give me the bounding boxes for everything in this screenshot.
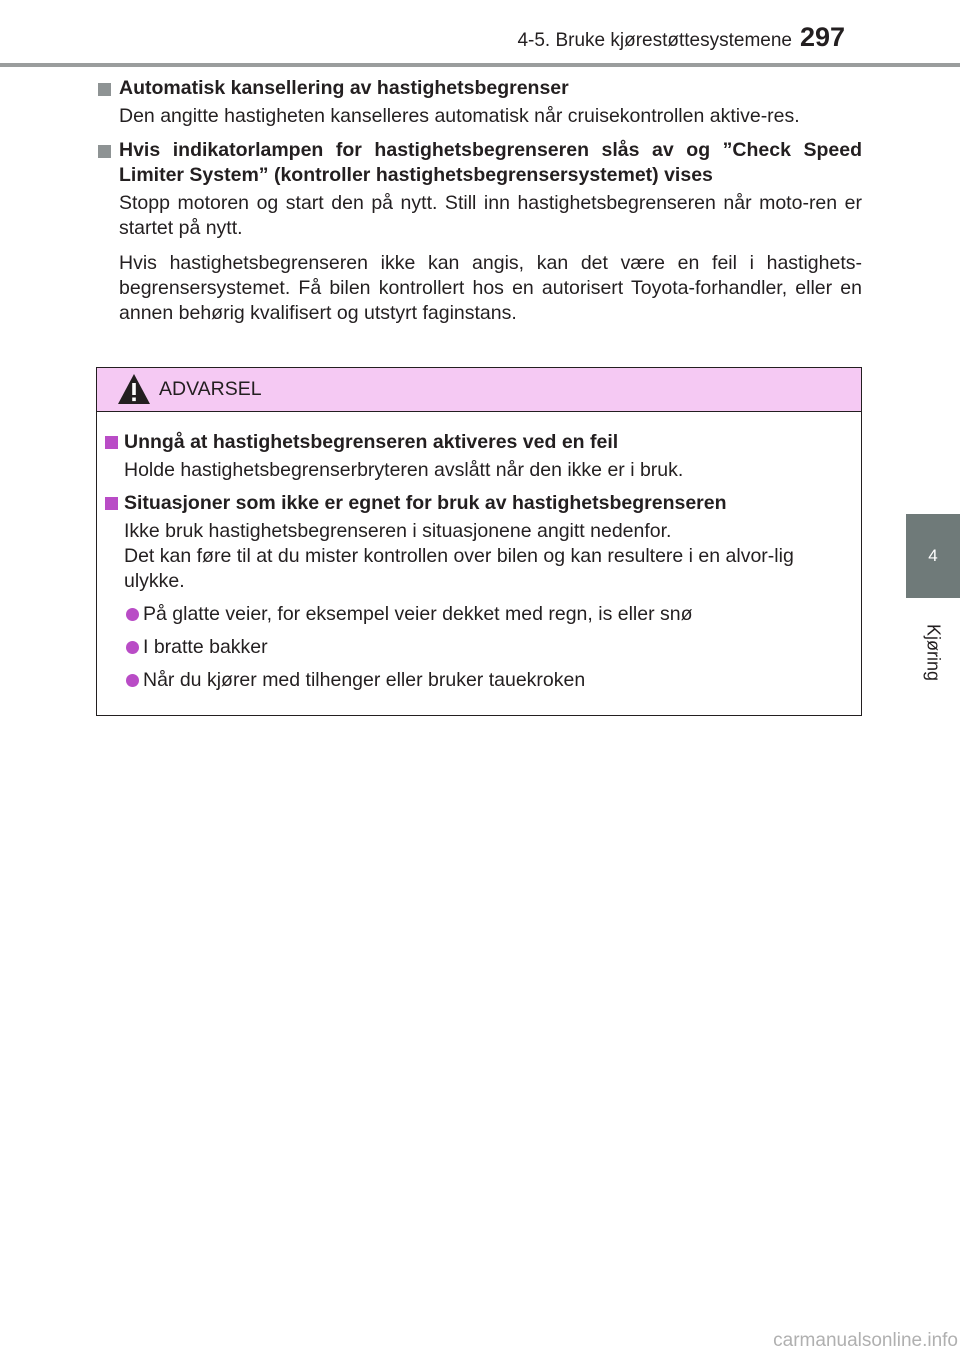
watermark: carmanualsonline.info xyxy=(773,1330,958,1351)
warning-title: ADVARSEL xyxy=(159,378,262,400)
warning-item-heading xyxy=(103,491,853,516)
chapter-tab: 4 xyxy=(906,514,960,598)
square-bullet-icon xyxy=(105,497,118,510)
section-heading xyxy=(96,76,862,101)
chapter-label xyxy=(893,612,960,692)
chapter-label-text: Kjøring xyxy=(923,623,944,681)
page-number: 297 xyxy=(800,22,846,52)
round-bullet-icon xyxy=(126,674,139,687)
bullet-text: På glatte veier, for eksempel veier dekket med regn, is eller snø xyxy=(143,603,693,625)
warning-triangle-icon xyxy=(117,373,151,405)
bullet-text: I bratte bakker xyxy=(143,636,268,658)
warning-body xyxy=(103,430,853,693)
section-heading-text: Hvis indikatorlampen for hastighetsbegrenseren slås av og ”Check Speed Limiter System” (kontroller hastighetsbegrensersystemet) vises xyxy=(119,139,862,186)
warning-item-text: Det kan føre til at du mister kontrollen over bilen og kan resultere i en alvor-lig ulykke. xyxy=(124,545,794,592)
section-paragraph: Den angitte hastigheten kanselleres automatisk når cruisekontrollen aktive-res. xyxy=(119,105,800,127)
section-paragraph: Hvis hastighetsbegrenseren ikke kan angis, kan det være en feil i hastighets-begrensersystemet. Få bilen kontrollert hos en autorisert Toyota-forhandler, eller en annen behørig kvalifisert og utstyrt faginstans. xyxy=(119,252,862,324)
main-content xyxy=(96,76,862,326)
warning-item-text: Holde hastighetsbegrenserbryteren avslått når den ikke er i bruk. xyxy=(124,459,684,481)
round-bullet-icon xyxy=(126,608,139,621)
warning-bullet-item xyxy=(103,602,853,627)
square-bullet-icon xyxy=(105,436,118,449)
warning-item-text: Ikke bruk hastighetsbegrenseren i situasjonene angitt nedenfor. xyxy=(124,520,672,542)
header-divider xyxy=(0,63,960,67)
square-bullet-icon xyxy=(98,83,111,96)
warning-item-heading-text: Unngå at hastighetsbegrenseren aktiveres ved en feil xyxy=(124,431,619,453)
warning-header xyxy=(97,368,861,412)
section-heading xyxy=(96,138,862,188)
warning-item-heading-text: Situasjoner som ikke er egnet for bruk av hastighetsbegrenseren xyxy=(124,492,727,514)
warning-bullet-item xyxy=(103,668,853,693)
warning-item-heading xyxy=(103,430,853,455)
square-bullet-icon xyxy=(98,145,111,158)
section-paragraph: Stopp motoren og start den på nytt. Still inn hastighetsbegrenseren når moto-ren er startet på nytt. xyxy=(119,192,862,239)
bullet-text: Når du kjører med tilhenger eller bruker tauekroken xyxy=(143,669,586,691)
section-title: 4-5. Bruke kjørestøttesystemene xyxy=(517,30,792,51)
page-header xyxy=(0,0,960,70)
round-bullet-icon xyxy=(126,641,139,654)
section-heading-text: Automatisk kansellering av hastighetsbegrenser xyxy=(119,77,569,99)
warning-box xyxy=(96,367,862,716)
warning-bullet-item xyxy=(103,635,853,660)
